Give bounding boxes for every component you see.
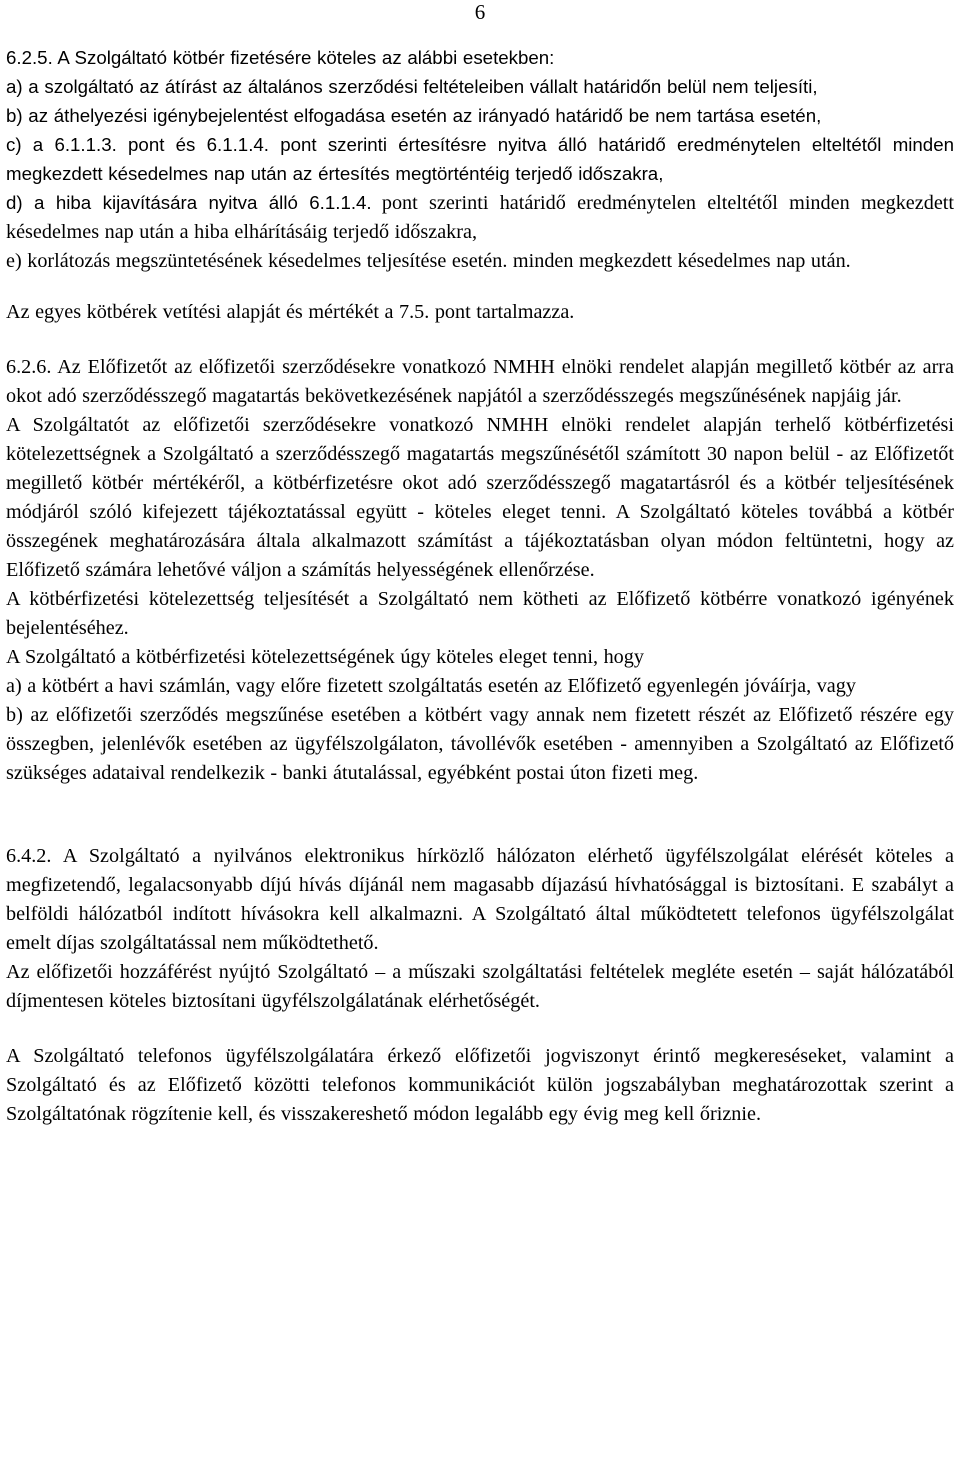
section-6-2-6 <box>6 353 954 788</box>
item-d-lead: d) a hiba kijavítására nyitva álló 6.1.1.4. <box>6 192 372 213</box>
section-final-para: A Szolgáltató telefonos ügyfélszolgálatára érkező előfizetői jogviszonyt érintő megkereséseket, valamint a Szolgáltató és az Előfizető közötti telefonos kommunikációt külön jogszabályban meghatározottak szerint a Szolgáltatónak rögzítenie kell, és visszakereshető módon legalább egy évig meg kell őriznie. <box>6 1045 954 1125</box>
section-6-4-2 <box>6 842 954 1016</box>
section-6-2-6-para: A kötbérfizetési kötelezettség teljesítését a Szolgáltató nem kötheti az Előfizető kötbérre vonatkozó igényének bejelentéséhez. <box>6 588 954 639</box>
document-body <box>6 43 954 1129</box>
section-6-2-5 <box>6 43 954 188</box>
section-6-2-5-intro: 6.2.5. A Szolgáltató kötbér fizetésére köteles az alábbi esetekben: <box>6 47 555 68</box>
section-6-2-5-item-a: a) a szolgáltató az átírást az általános szerződési feltételeiben vállalt határidőn belül nem teljesíti, <box>6 76 818 97</box>
section-6-2-6-para: A Szolgáltatót az előfizetői szerződésekre vonatkozó NMHH elnöki rendelet alapján terhelő kötbérfizetési kötelezettségnek a Szolgáltató a szerződésszegő magatartás megszűnésétől számított 30 napon belül - az Előfizetőt megillető kötbér mértékéről, a kötbérfizetésre okot adó szerződésszegő magatartásról és a kötbér teljesítésének módjáról szóló kifejezett tájékoztatással együtt - köteles eleget tenni. A Szolgáltató köteles továbbá a kötbér összegének meghatározására általa alkalmazott számítást a tájékoztatásban olyan módon feltüntetni, hogy az Előfizető számára lehetővé váljon a számítás helyességének ellenőrzése. <box>6 414 954 581</box>
section-6-2-5-item-e: e) korlátozás megszüntetésének késedelmes teljesítése esetén. minden megkezdett késedelmes nap után. <box>6 250 851 272</box>
section-6-2-5-item-c: c) a 6.1.1.3. pont és 6.1.1.4. pont szerinti értesítésre nyitva álló határidő eredménytelen elteltétől minden megkezdett késedelmes nap után az értesítés megtörténtéig terjedő időszakra, <box>6 134 954 184</box>
section-6-2-6-para: 6.2.6. Az Előfizetőt az előfizetői szerződésekre vonatkozó NMHH elnöki rendelet alapján megillető kötbér az arra okot adó szerződésszegő magatartás bekövetkezésének napjától a szerződésszegés megszűnésének napjáig jár. <box>6 356 954 407</box>
section-6-2-5-item-d <box>6 188 954 247</box>
section-6-2-6-item-a: a) a kötbért a havi számlán, vagy előre fizetett szolgáltatás esetén az Előfizető egyenlegén jóváírja, vagy <box>6 675 856 697</box>
section-6-2-5-item-b: b) az áthelyezési igénybejelentést elfogadása esetén az irányadó határidő be nem tartása esetén, <box>6 105 822 126</box>
section-6-2-6-item-b: b) az előfizetői szerződés megszűnése esetében a kötbért vagy annak nem fizetett részét az Előfizető részére egy összegben, jelenlévők esetében az ügyfélszolgálaton, távollévők esetében - amennyiben a Szolgáltató az Előfizető szükséges adataival rendelkezik - banki átutalással, egyébként postai úton fizeti meg. <box>6 704 954 784</box>
section-6-4-2-para: 6.4.2. A Szolgáltató a nyilvános elektronikus hírközlő hálózaton elérhető ügyfélszolgálat elérését köteles a megfizetendő, legalacsonyabb díjú hívás díjánál nem magasabb díjazású hívhatósággal is biztosítani. E szabályt a belföldi hálózatból indított hívásokra kell alkalmazni. A Szolgáltató által működtetett telefonos ügyfélszolgálat emelt díjas szolgáltatással nem működtethető. <box>6 845 954 954</box>
section-6-2-5-note: Az egyes kötbérek vetítési alapját és mértékét a 7.5. pont tartalmazza. <box>6 301 575 323</box>
section-6-4-2-para: Az előfizetői hozzáférést nyújtó Szolgáltató – a műszaki szolgáltatási feltételek megléte esetén – saját hálózatából díjmentesen köteles biztosítani ügyfélszolgálatának elérhetőségét. <box>6 961 954 1012</box>
item-d-rest: pont szerinti határidő eredménytelen elteltétől minden megkezdett késedelmes nap után a hiba elhárításáig terjedő időszakra, <box>6 192 954 243</box>
section-final <box>6 1042 954 1129</box>
page-number: 6 <box>474 0 486 24</box>
section-6-2-6-para: A Szolgáltató a kötbérfizetési kötelezettségének úgy köteles eleget tenni, hogy <box>6 646 644 668</box>
